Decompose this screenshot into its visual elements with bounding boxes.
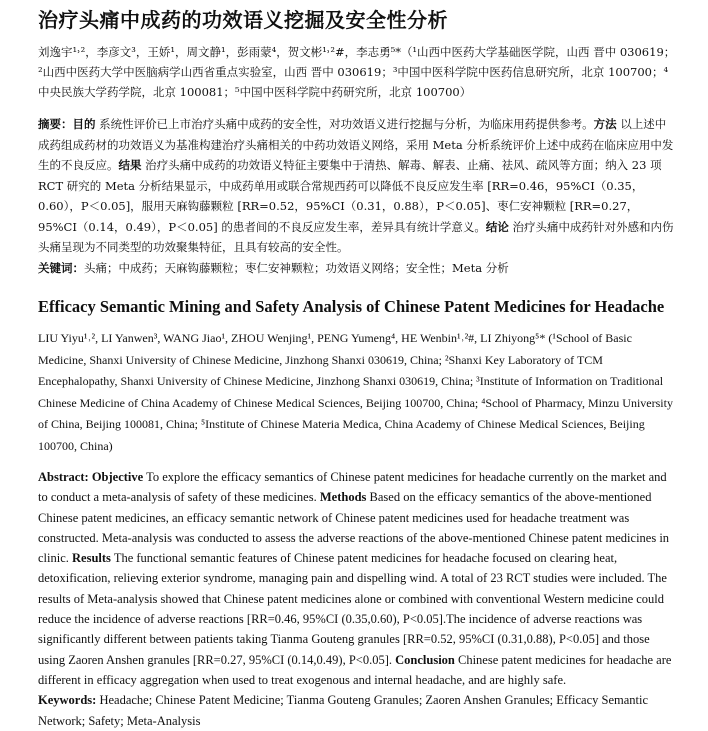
cn-results-label: 结果: [118, 158, 142, 172]
en-methods-text: Based on the efficacy semantics of the above-mentioned Chinese patent medicines, an efficacy semantic network of Chinese patent medicines used for headache treatment was constructed. Meta-analysis was conducted to assess the adverse reactions of the above-mentioned Chinese patent medicines in clinic.: [38, 490, 670, 566]
cn-keywords-text: 头痛；中成药；天麻钩藤颗粒；枣仁安神颗粒；功效语义网络；安全性；Meta 分析: [84, 260, 509, 275]
cn-methods-text: 以上述中成药组成药材的功效语义为基准构建治疗头痛相关的中药功效语义网络，采用 Meta 分析系统评价上述中成药在临床应用中发生的不良反应。: [38, 117, 674, 172]
en-methods-label: Methods: [319, 490, 367, 505]
cn-abstract-paragraph: [38, 114, 676, 258]
cn-methods-label: 方法: [593, 117, 617, 131]
en-conclusion-label: Conclusion: [395, 652, 455, 667]
en-abstract: [38, 467, 676, 690]
cn-abstract: [38, 114, 676, 278]
en-objective-label: Objective: [91, 470, 144, 484]
cn-objective-label: 目的: [72, 117, 96, 131]
cn-keywords-label: 关键词：: [38, 260, 84, 275]
cn-objective-text: 系统性评价已上市治疗头痛中成药的安全性，对功效语义进行挖掘与分析，为临床用药提供参考。: [99, 117, 594, 131]
cn-authors-affiliations: 刘逸宇¹˒²，李彦文³，王娇¹，周文静¹，彭雨蒙⁴，贺文彬¹˒²#，李志勇⁵*（¹山西中医药大学基础医学院，山西 晋中 030619；²山西中医药大学中医脑病学山西省重点实验室，山西 晋中 030619；³中国中医科学院中医药信息研究所，北京 100700；⁴中央民族大学药学院，北京 100081；⁵中国中医科学院中药研究所，北京 100700）: [38, 45, 676, 99]
cn-conclusion-text: 治疗头痛中成药针对外感和内伤头痛呈现为不同类型的功效聚集特征，且具有较高的安全性。: [38, 219, 674, 254]
cn-conclusion-label: 结论: [485, 219, 509, 234]
en-results-label: Results: [72, 551, 111, 566]
en-keywords: [38, 690, 676, 731]
cn-abstract-label: 摘要：: [38, 117, 73, 131]
paper-page: [38, 6, 676, 731]
cn-keywords: [38, 258, 676, 279]
en-authors-affiliations: LIU Yiyu¹˒², LI Yanwen³, WANG Jiao¹, ZHOU Wenjing¹, PENG Yumeng⁴, HE Wenbin¹˒²#, LI Zhiyong⁵* (¹School of Basic Medicine, Shanxi University of Chinese Medicine, Jinzhong Shanxi 030619, China; ²Shanxi Key Laboratory of TCM Encephalopathy, Shanxi University of Chinese Medicine, Jinzhong Shanxi 030619, China; ³Institute of Information on Traditional Chinese Medicine of China Academy of Chinese Medical Sciences, Beijing 100700, China; ⁴School of Pharmacy, Minzu University of China, Beijing 100081, China; ⁵Institute of Chinese Materia Medica, China Academy of Chinese Medical Sciences, Beijing 100700, China): [38, 331, 673, 453]
en-objective-text: To explore the efficacy semantics of Chinese patent medicines for headache currently on the market and to conduct a meta-analysis of safety of these medicines.: [38, 470, 667, 505]
cn-results-text: 治疗头痛中成药的功效语义特征主要集中于清热、解毒、解表、止痛、祛风、疏风等方面；纳入 23 项 RCT 研究的 Meta 分析结果显示，中成药单用或联合常规西药可以降低不良反应发生率 [RR=0.46，95%CI（0.35，0.60），P＜0.05]，服用天麻钩藤颗粒 [RR=0.52，95%CI（0.31，0.88），P＜0.05]、枣仁安神颗粒 [RR=0.27，95%CI（0.14，0.49），P＜0.05] 的患者间的不良反应发生率，差异具有统计学意义。: [38, 158, 662, 234]
en-keywords-text: Headache; Chinese Patent Medicine; Tianma Gouteng Granules; Zaoren Anshen Granules; Efficacy Semantic Network; Safety; Meta-Analysis: [38, 693, 649, 728]
en-title: Efficacy Semantic Mining and Safety Analysis of Chinese Patent Medicines for Headache: [38, 297, 665, 316]
en-results-text: The functional semantic features of Chinese patent medicines for headache focused on clearing heat, detoxification, relieving exterior syndrome, managing pain and dispelling wind. A total of 23 RCT studies were included. The results of Meta-analysis showed that Chinese patent medicines alone or combined with conventional Western medicine could reduce the incidence of adverse reactions [RR=0.46, 95%CI (0.35,0.60), P<0.05].The incidence of adverse reactions was significantly different between patients taking Tianma Gouteng granules [RR=0.52, 95%CI (0.31,0.88), P<0.05] and those using Zaoren Anshen granules [RR=0.27, 95%CI (0.14,0.49), P<0.05].: [38, 551, 667, 667]
en-keywords-label: Keywords:: [38, 693, 97, 708]
en-abstract-label: Abstract:: [38, 470, 89, 484]
en-conclusion-text: Chinese patent medicines for headache are different in efficacy aggregation when used to treat exogenous and internal headache, and are highly safe.: [38, 652, 672, 687]
cn-title: 治疗头痛中成药的功效语义挖掘及安全性分析: [38, 8, 448, 32]
